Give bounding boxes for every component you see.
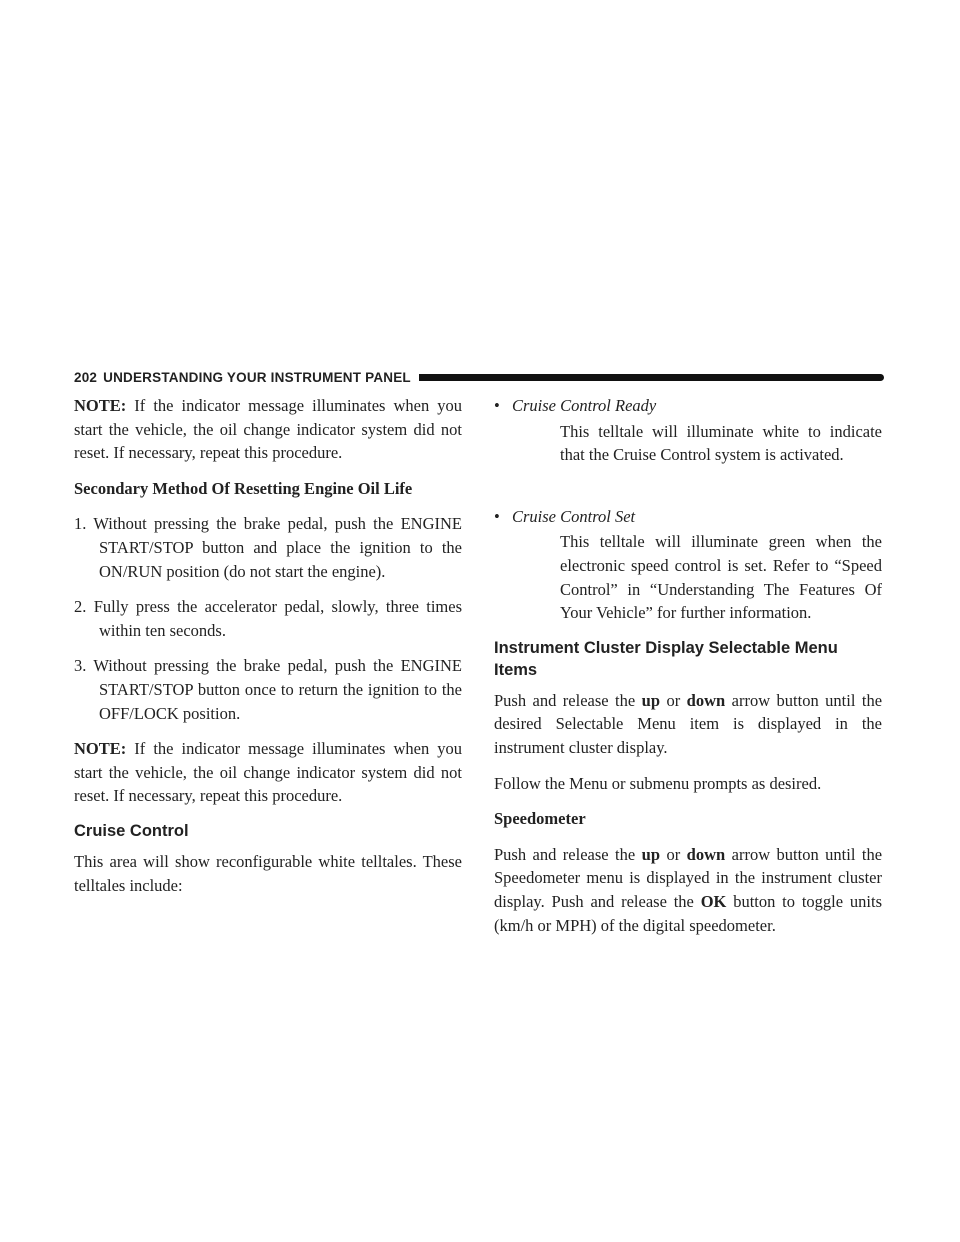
page-number: 202 <box>74 369 98 385</box>
cruise-ready-text: This telltale will illuminate white to indicate that the Cruise Control system is activated. <box>560 421 882 465</box>
down-label: down <box>686 690 726 710</box>
section-title: UNDERSTANDING YOUR INSTRUMENT PANEL <box>103 369 411 385</box>
text-run: or <box>660 844 687 864</box>
note-1-text: If the indicator message illuminates when you start the vehicle, the oil change indicator system did not reset. If necessary, repeat this procedure. <box>74 396 462 463</box>
left-column <box>74 394 462 897</box>
bullet-cruise-set <box>494 505 882 529</box>
cruise-set-text: This telltale will illuminate green when the electronic speed control is set. Refer to “Speed Control” in “Understanding The Features Of Your Vehicle” for further information. <box>560 532 882 623</box>
up-label: up <box>641 690 661 710</box>
down-label: down <box>686 844 726 864</box>
note-1-label: NOTE: <box>74 396 127 415</box>
bullet-cruise-ready <box>494 394 882 418</box>
bullet-mark: • <box>494 396 500 415</box>
menu-paragraph-2: Follow the Menu or submenu prompts as desired. <box>494 773 822 793</box>
header-rule <box>419 374 884 381</box>
step-1: 1. Without pressing the brake pedal, push the ENGINE START/STOP button and place the ignition to the ON/RUN position (do not start the engine). <box>74 514 462 581</box>
note-2-text: If the indicator message illuminates when you start the vehicle, the oil change indicator system did not reset. If necessary, repeat this procedure. <box>74 739 462 806</box>
menu-items-heading: Instrument Cluster Display Selectable Menu Items <box>494 638 838 679</box>
note-2 <box>74 737 462 808</box>
up-label: up <box>641 844 661 864</box>
bullet-title-ready: Cruise Control Ready <box>512 396 657 415</box>
step-2: 2. Fully press the accelerator pedal, slowly, three times within ten seconds. <box>74 597 462 640</box>
right-column <box>494 394 882 937</box>
step-3: 3. Without pressing the brake pedal, push the ENGINE START/STOP button once to return the ignition to the OFF/LOCK position. <box>74 656 462 723</box>
note-1 <box>74 394 462 465</box>
cruise-control-heading: Cruise Control <box>74 821 189 840</box>
text-run: or <box>660 690 687 710</box>
speedometer-heading: Speedometer <box>494 809 586 829</box>
bullet-title-set: Cruise Control Set <box>512 506 636 526</box>
text-run: Push and release the <box>494 690 642 710</box>
text-run: arrow button until the Speedometer menu is displayed in the instrument cluster display. Push and release the <box>494 844 883 911</box>
ok-label: OK <box>700 891 727 911</box>
page-header <box>74 367 884 387</box>
text-run: arrow button until the desired Selectable Menu item is displayed in the instrument cluster display. <box>494 690 883 757</box>
speedometer-paragraph <box>494 843 882 937</box>
text-run: Push and release the <box>494 844 642 864</box>
text-run: button to toggle units (km/h or MPH) of the digital speedometer. <box>494 891 882 935</box>
menu-paragraph-1 <box>494 689 882 760</box>
bullet-mark: • <box>494 506 500 526</box>
secondary-method-heading: Secondary Method Of Resetting Engine Oil Life <box>74 478 413 498</box>
note-2-label: NOTE: <box>74 739 127 759</box>
cruise-control-text: This area will show reconfigurable white telltales. These telltales include: <box>74 851 462 895</box>
